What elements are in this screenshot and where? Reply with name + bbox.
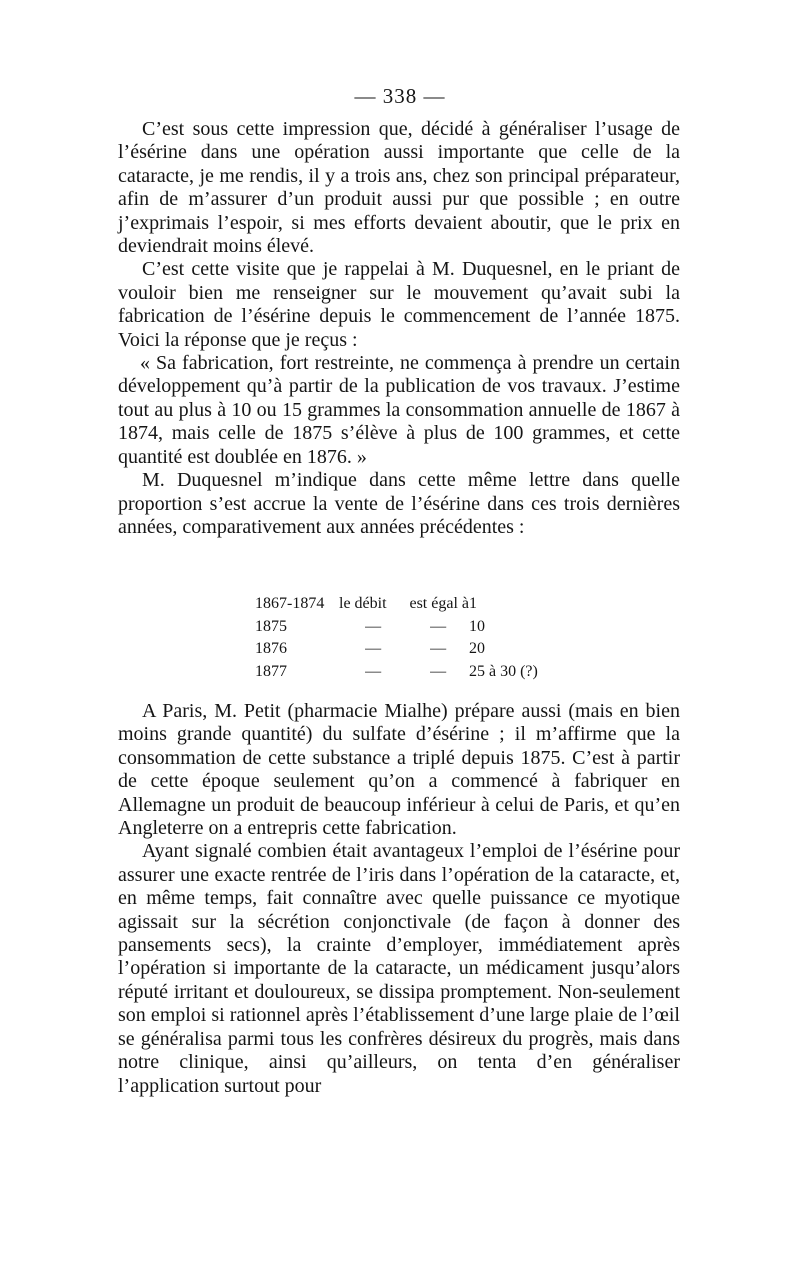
table-col1: — <box>365 617 382 635</box>
table-row <box>255 593 559 616</box>
table-value: 20 <box>469 640 485 657</box>
upper-text-block <box>118 118 680 539</box>
paragraph-3: M. Duquesnel m’indique dans cette même lettre dans quelle proportion s’est accrue la vente de l’ésérine dans ces trois dernières années, comparativement aux années précédentes : <box>118 469 680 538</box>
paragraph-4: A Paris, M. Petit (pharmacie Mialhe) prépare aussi (mais en bien moins grande quantité) du sulfate d’ésérine ; il m’affirme que la consommation de cette substance a triplé depuis 1875. C’est à partir de cette époque seulement qu’on a commencé à fabriquer en Allemagne un produit de beaucoup inférieur à celui de Paris, et qu’en Angleterre on a entrepris cette fabrication. <box>118 700 680 840</box>
table-years: 1875 <box>255 617 287 635</box>
sales-table <box>255 593 559 683</box>
table-value: 10 <box>469 617 485 635</box>
table-row <box>255 661 559 684</box>
table-row <box>255 616 559 639</box>
table-col1: — <box>365 640 382 657</box>
table-col2: — <box>430 640 447 657</box>
paragraph-quote: « Sa fabrication, fort restreinte, ne commença à prendre un certain développement qu’à partir de la publication de vos travaux. J’estime tout au plus à 10 ou 15 grammes la consommation annuelle de 1867 à 1874, mais celle de 1875 s’élève à plus de 100 grammes, et cette quantité est doublée en 1876. » <box>118 352 680 468</box>
paragraph-1: C’est sous cette impression que, décidé à généraliser l’usage de l’ésérine dans une opération aussi importante que celle de la cataracte, je me rendis, il y a trois ans, chez son principal préparateur, afin de m’assurer d’un produit aussi pur que possible ; en outre j’exprimais l’espoir, si mes efforts devaient aboutir, que le prix en deviendrait moins élevé. <box>118 118 680 258</box>
table-row <box>255 638 559 661</box>
table-years: 1876 <box>255 640 287 657</box>
table-col2: — <box>430 662 447 680</box>
table-value: 1 <box>469 595 477 612</box>
page-number: — 338 — <box>354 84 446 108</box>
paragraph-2: C’est cette visite que je rappelai à M. Duquesnel, en le priant de vouloir bien me renseigner sur le mouvement qu’avait subi la fabrication de l’ésérine depuis le commencement de l’année 1875. Voici la réponse que je reçus : <box>118 258 680 351</box>
table-col2: est égal à <box>409 595 469 612</box>
table-col1: — <box>365 662 382 680</box>
paragraph-5: Ayant signalé combien était avantageux l’emploi de l’ésérine pour assurer une exacte rentrée de l’iris dans l’opération de la cataracte, et, en même temps, fait connaître avec quelle puissance ce myotique agissait sur la sécrétion conjonctivale (de façon à donner des pansements secs), la crainte d’employer, immédiatement après l’opération si importante de la cataracte, un médicament jusqu’alors réputé irritant et douloureux, se dissipa promptement. Non-seulement son emploi si rationnel après l’établissement d’une large plaie de l’œil se généralisa parmi tous les confrères désireux du progrès, mais dans notre clinique, ainsi qu’ailleurs, on tenta d’en généraliser l’application surtout pour <box>118 840 680 1097</box>
table-years: 1877 <box>255 662 287 680</box>
table-value: 25 à 30 (?) <box>469 662 538 680</box>
table-years: 1867-1874 <box>255 595 325 612</box>
lower-text-block <box>118 700 680 1098</box>
table-col2: — <box>430 617 447 635</box>
table-col1: le débit <box>339 595 387 612</box>
